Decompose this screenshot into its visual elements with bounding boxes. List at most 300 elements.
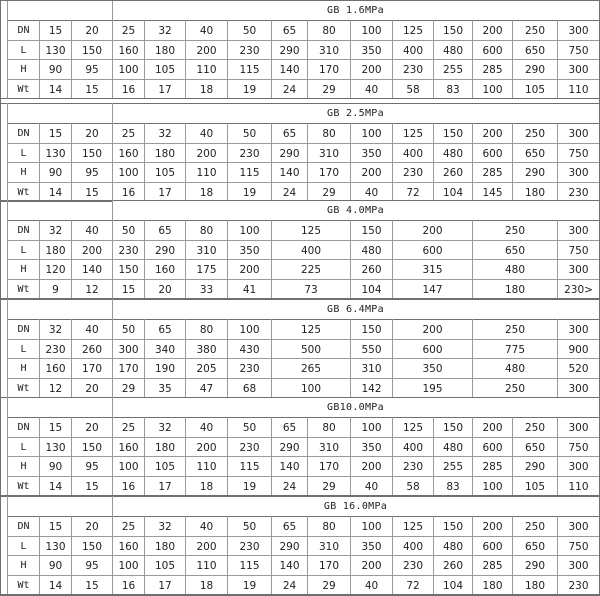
row-label: H — [8, 60, 39, 79]
table-cell: 95 — [72, 60, 112, 79]
table-cell: 18 — [186, 183, 227, 202]
table-cell: 40 — [186, 517, 227, 536]
table-cell: 600 — [393, 241, 472, 260]
table-cell: 16 — [113, 80, 144, 99]
grid-line — [227, 417, 228, 495]
table-cell: 200 — [473, 21, 512, 40]
table-cell: 40 — [186, 21, 227, 40]
table-cell: 100 — [113, 163, 144, 182]
table-cell: 600 — [473, 537, 512, 556]
grid-line — [307, 516, 308, 594]
table-cell: 310 — [186, 241, 227, 260]
table-cell: 170 — [308, 60, 350, 79]
grid-line — [7, 123, 8, 201]
table-cell: 95 — [72, 163, 112, 182]
table-cell: 140 — [272, 457, 307, 476]
table-cell: 140 — [272, 163, 307, 182]
table-cell: 33 — [186, 280, 227, 299]
grid-line — [512, 417, 513, 495]
table-cell: 40 — [72, 320, 112, 339]
table-cell: 230 — [393, 60, 433, 79]
table-cell: 430 — [228, 340, 271, 359]
table-cell: 32 — [40, 320, 71, 339]
table-cell: 310 — [308, 537, 350, 556]
table-cell: 250 — [473, 320, 557, 339]
table-cell: 100 — [228, 221, 271, 240]
row-label: Wt — [8, 183, 39, 202]
table-cell: 40 — [186, 418, 227, 437]
table-cell: 200 — [393, 320, 472, 339]
table-cell: 83 — [434, 80, 472, 99]
section-title: GB 16.0MPa — [112, 496, 599, 516]
table-cell: 19 — [228, 80, 271, 99]
table-cell: 40 — [351, 183, 392, 202]
table-cell: 255 — [434, 60, 472, 79]
grid-line — [227, 20, 228, 98]
table-cell: 16 — [113, 477, 144, 496]
table-cell: 65 — [145, 221, 185, 240]
grid-line — [350, 220, 351, 298]
table-cell: 125 — [393, 418, 433, 437]
grid-line — [112, 220, 113, 298]
table-cell: 14 — [40, 477, 71, 496]
table-cell: 150 — [72, 41, 112, 60]
table-cell: 100 — [351, 21, 392, 40]
table-cell: 12 — [40, 379, 71, 398]
grid-line — [7, 496, 8, 516]
grid-line — [433, 417, 434, 495]
table-cell: 140 — [272, 60, 307, 79]
grid-line — [185, 319, 186, 397]
table-cell: 260 — [434, 163, 472, 182]
table-cell: 110 — [186, 163, 227, 182]
section-title: GB 1.6MPa — [112, 0, 599, 20]
table-cell: 480 — [434, 41, 472, 60]
table-cell: 230 — [40, 340, 71, 359]
grid-line — [512, 123, 513, 201]
table-cell: 480 — [351, 241, 392, 260]
table-cell: 480 — [434, 144, 472, 163]
table-cell: 16 — [113, 576, 144, 595]
table-cell: 15 — [40, 21, 71, 40]
table-cell: 115 — [228, 60, 271, 79]
grid-line — [39, 220, 40, 298]
table-cell: 32 — [40, 221, 71, 240]
table-cell: 180 — [40, 241, 71, 260]
table-cell: 20 — [72, 21, 112, 40]
grid-line — [71, 516, 72, 594]
table-cell: 600 — [473, 144, 512, 163]
table-cell: 100 — [351, 124, 392, 143]
table-cell: 230> — [558, 280, 599, 299]
table-cell: 80 — [186, 320, 227, 339]
grid-line — [271, 319, 272, 397]
grid-line — [7, 319, 8, 397]
table-cell: 17 — [145, 576, 185, 595]
table-cell: 380 — [186, 340, 227, 359]
table-cell: 105 — [513, 80, 557, 99]
table-cell: 130 — [40, 144, 71, 163]
table-cell: 68 — [228, 379, 271, 398]
table-cell: 105 — [145, 457, 185, 476]
row-label: DN — [8, 221, 39, 240]
table-cell: 130 — [40, 537, 71, 556]
table-cell: 29 — [308, 80, 350, 99]
row-label: Wt — [8, 280, 39, 299]
row-label: DN — [8, 21, 39, 40]
grid-line — [112, 516, 113, 594]
grid-line — [144, 319, 145, 397]
table-cell: 300 — [558, 21, 599, 40]
table-cell: 230 — [228, 537, 271, 556]
table-cell: 65 — [272, 418, 307, 437]
grid-line — [39, 516, 40, 594]
grid-line — [112, 319, 113, 397]
table-cell: 40 — [351, 477, 392, 496]
grid-line — [557, 20, 558, 98]
grid-line — [7, 417, 8, 495]
row-label: H — [8, 359, 39, 378]
grid-line — [0, 103, 1, 201]
table-cell: 95 — [72, 457, 112, 476]
table-cell: 105 — [145, 163, 185, 182]
table-cell: 170 — [113, 359, 144, 378]
table-cell: 110 — [186, 457, 227, 476]
table-cell: 150 — [434, 124, 472, 143]
table-cell: 650 — [513, 144, 557, 163]
grid-line — [185, 516, 186, 594]
grid-line — [112, 496, 113, 516]
table-cell: 24 — [272, 183, 307, 202]
table-cell: 15 — [72, 576, 112, 595]
grid-line — [71, 319, 72, 397]
table-cell: 16 — [113, 183, 144, 202]
table-cell: 250 — [513, 517, 557, 536]
table-cell: 65 — [145, 320, 185, 339]
grid-line — [144, 417, 145, 495]
table-cell: 600 — [473, 438, 512, 457]
table-cell: 400 — [393, 41, 433, 60]
table-cell: 160 — [40, 359, 71, 378]
table-cell: 40 — [72, 221, 112, 240]
table-cell: 650 — [473, 241, 557, 260]
grid-line — [227, 220, 228, 298]
row-label: Wt — [8, 477, 39, 496]
table-cell: 255 — [434, 457, 472, 476]
table-cell: 650 — [513, 537, 557, 556]
table-cell: 350 — [351, 537, 392, 556]
table-cell: 95 — [72, 556, 112, 575]
grid-line — [0, 200, 600, 201]
row-label: L — [8, 537, 39, 556]
table-cell: 15 — [113, 280, 144, 299]
table-cell: 17 — [145, 80, 185, 99]
table-cell: 500 — [272, 340, 350, 359]
table-cell: 25 — [113, 418, 144, 437]
table-cell: 15 — [40, 517, 71, 536]
table-cell: 290 — [513, 457, 557, 476]
table-cell: 15 — [72, 80, 112, 99]
table-cell: 180 — [513, 576, 557, 595]
table-cell: 290 — [513, 556, 557, 575]
table-cell: 147 — [393, 280, 472, 299]
table-cell: 90 — [40, 163, 71, 182]
grid-line — [7, 103, 8, 123]
grid-line — [392, 516, 393, 594]
table-cell: 104 — [434, 576, 472, 595]
grid-line — [112, 123, 113, 201]
grid-line — [0, 496, 600, 497]
row-label: L — [8, 438, 39, 457]
table-cell: 145 — [473, 183, 512, 202]
grid-line — [557, 417, 558, 495]
table-cell: 100 — [351, 418, 392, 437]
grid-line — [7, 220, 8, 298]
table-cell: 14 — [40, 183, 71, 202]
table-cell: 40 — [186, 124, 227, 143]
grid-line — [557, 123, 558, 201]
table-cell: 180 — [145, 144, 185, 163]
table-cell: 650 — [513, 41, 557, 60]
grid-line — [472, 417, 473, 495]
table-cell: 310 — [308, 41, 350, 60]
row-label: DN — [8, 517, 39, 536]
row-label: Wt — [8, 379, 39, 398]
grid-line — [71, 220, 72, 298]
grid-line — [112, 299, 113, 319]
table-cell: 20 — [145, 280, 185, 299]
grid-line — [144, 516, 145, 594]
table-cell: 230 — [558, 183, 599, 202]
table-cell: 230 — [228, 359, 271, 378]
table-cell: 105 — [145, 60, 185, 79]
table-cell: 110 — [558, 80, 599, 99]
table-cell: 20 — [72, 379, 112, 398]
grid-line — [307, 123, 308, 201]
table-cell: 150 — [351, 221, 392, 240]
grid-line — [557, 319, 558, 397]
grid-line — [112, 20, 113, 98]
table-cell: 600 — [473, 41, 512, 60]
grid-line — [392, 417, 393, 495]
table-cell: 100 — [272, 379, 350, 398]
grid-line — [0, 397, 600, 398]
row-label: Wt — [8, 80, 39, 99]
table-cell: 200 — [228, 260, 271, 279]
table-cell: 12 — [72, 280, 112, 299]
table-cell: 600 — [393, 340, 472, 359]
table-cell: 230 — [228, 438, 271, 457]
table-cell: 230 — [393, 163, 433, 182]
grid-line — [472, 20, 473, 98]
grid-line — [472, 319, 473, 397]
grid-line — [433, 516, 434, 594]
table-cell: 20 — [72, 517, 112, 536]
table-cell: 900 — [558, 340, 599, 359]
section-title: GB 6.4MPa — [112, 299, 599, 319]
table-cell: 140 — [72, 260, 112, 279]
table-cell: 72 — [393, 183, 433, 202]
table-cell: 104 — [434, 183, 472, 202]
table-cell: 260 — [72, 340, 112, 359]
grid-line — [307, 20, 308, 98]
table-cell: 32 — [145, 21, 185, 40]
table-cell: 19 — [228, 183, 271, 202]
grid-line — [0, 98, 600, 99]
row-label: DN — [8, 320, 39, 339]
grid-line — [433, 123, 434, 201]
grid-line — [271, 516, 272, 594]
grid-line — [392, 319, 393, 397]
grid-line — [112, 0, 113, 20]
table-cell: 73 — [272, 280, 350, 299]
table-cell: 150 — [434, 517, 472, 536]
grid-line — [512, 20, 513, 98]
table-cell: 480 — [434, 438, 472, 457]
grid-line — [557, 516, 558, 594]
grid-line — [112, 417, 113, 495]
grid-line — [0, 0, 1, 98]
table-cell: 125 — [393, 21, 433, 40]
table-cell: 350 — [351, 438, 392, 457]
grid-line — [433, 20, 434, 98]
table-cell: 115 — [228, 556, 271, 575]
table-cell: 205 — [186, 359, 227, 378]
table-cell: 14 — [40, 576, 71, 595]
table-cell: 29 — [308, 183, 350, 202]
table-cell: 50 — [228, 418, 271, 437]
table-cell: 750 — [558, 537, 599, 556]
table-cell: 400 — [393, 537, 433, 556]
table-cell: 104 — [351, 280, 392, 299]
grid-line — [0, 299, 600, 300]
table-cell: 18 — [186, 576, 227, 595]
table-cell: 47 — [186, 379, 227, 398]
grid-line — [185, 20, 186, 98]
grid-line — [0, 594, 600, 595]
table-cell: 29 — [113, 379, 144, 398]
table-cell: 250 — [513, 124, 557, 143]
table-cell: 260 — [351, 260, 392, 279]
grid-line — [350, 123, 351, 201]
table-cell: 80 — [308, 124, 350, 143]
table-cell: 100 — [113, 457, 144, 476]
grid-line — [350, 20, 351, 98]
table-cell: 130 — [40, 438, 71, 457]
grid-line — [0, 397, 1, 495]
table-cell: 190 — [145, 359, 185, 378]
table-cell: 265 — [272, 359, 350, 378]
table-cell: 18 — [186, 80, 227, 99]
table-cell: 300 — [558, 163, 599, 182]
grid-line — [39, 123, 40, 201]
table-cell: 350 — [393, 359, 472, 378]
table-cell: 160 — [145, 260, 185, 279]
grid-line — [0, 200, 1, 298]
grid-line — [144, 123, 145, 201]
table-cell: 15 — [40, 124, 71, 143]
row-label: DN — [8, 418, 39, 437]
table-cell: 50 — [228, 21, 271, 40]
table-cell: 115 — [228, 457, 271, 476]
row-label: H — [8, 457, 39, 476]
table-cell: 110 — [186, 60, 227, 79]
table-cell: 230 — [228, 41, 271, 60]
table-cell: 310 — [308, 144, 350, 163]
table-cell: 300 — [113, 340, 144, 359]
table-cell: 285 — [473, 60, 512, 79]
section-title: GB 4.0MPa — [112, 200, 599, 220]
grid-line — [392, 220, 393, 298]
table-cell: 125 — [393, 517, 433, 536]
row-label: L — [8, 241, 39, 260]
grid-line — [0, 0, 600, 1]
table-cell: 775 — [473, 340, 557, 359]
table-cell: 200 — [186, 537, 227, 556]
table-cell: 170 — [308, 556, 350, 575]
row-label: H — [8, 163, 39, 182]
section-title: GB10.0MPa — [112, 397, 599, 417]
table-cell: 315 — [393, 260, 472, 279]
table-cell: 750 — [558, 41, 599, 60]
table-cell: 25 — [113, 124, 144, 143]
table-cell: 300 — [558, 379, 599, 398]
table-cell: 120 — [40, 260, 71, 279]
grid-line — [350, 516, 351, 594]
table-cell: 35 — [145, 379, 185, 398]
table-cell: 150 — [434, 21, 472, 40]
grid-line — [557, 220, 558, 298]
table-cell: 225 — [272, 260, 350, 279]
grid-line — [472, 123, 473, 201]
grid-line — [271, 417, 272, 495]
table-cell: 550 — [351, 340, 392, 359]
table-cell: 350 — [228, 241, 271, 260]
table-cell: 300 — [558, 418, 599, 437]
grid-line — [392, 123, 393, 201]
table-cell: 50 — [228, 517, 271, 536]
grid-line — [7, 200, 8, 220]
table-cell: 180 — [145, 41, 185, 60]
table-cell: 58 — [393, 477, 433, 496]
table-cell: 100 — [113, 60, 144, 79]
row-label: Wt — [8, 576, 39, 595]
table-cell: 750 — [558, 438, 599, 457]
table-cell: 180 — [145, 537, 185, 556]
table-cell: 300 — [558, 457, 599, 476]
table-cell: 480 — [473, 359, 557, 378]
table-cell: 300 — [558, 124, 599, 143]
table-cell: 520 — [558, 359, 599, 378]
table-cell: 480 — [473, 260, 557, 279]
table-cell: 115 — [228, 163, 271, 182]
table-cell: 40 — [351, 576, 392, 595]
grid-line — [71, 20, 72, 98]
table-cell: 250 — [473, 379, 557, 398]
grid-line — [39, 20, 40, 98]
table-cell: 350 — [351, 41, 392, 60]
table-cell: 18 — [186, 477, 227, 496]
table-cell: 200 — [186, 438, 227, 457]
table-cell: 180 — [145, 438, 185, 457]
row-label: H — [8, 260, 39, 279]
table-cell: 110 — [558, 477, 599, 496]
grid-line — [227, 123, 228, 201]
table-cell: 105 — [513, 477, 557, 496]
row-label: L — [8, 340, 39, 359]
table-cell: 20 — [72, 124, 112, 143]
grid-line — [71, 123, 72, 201]
